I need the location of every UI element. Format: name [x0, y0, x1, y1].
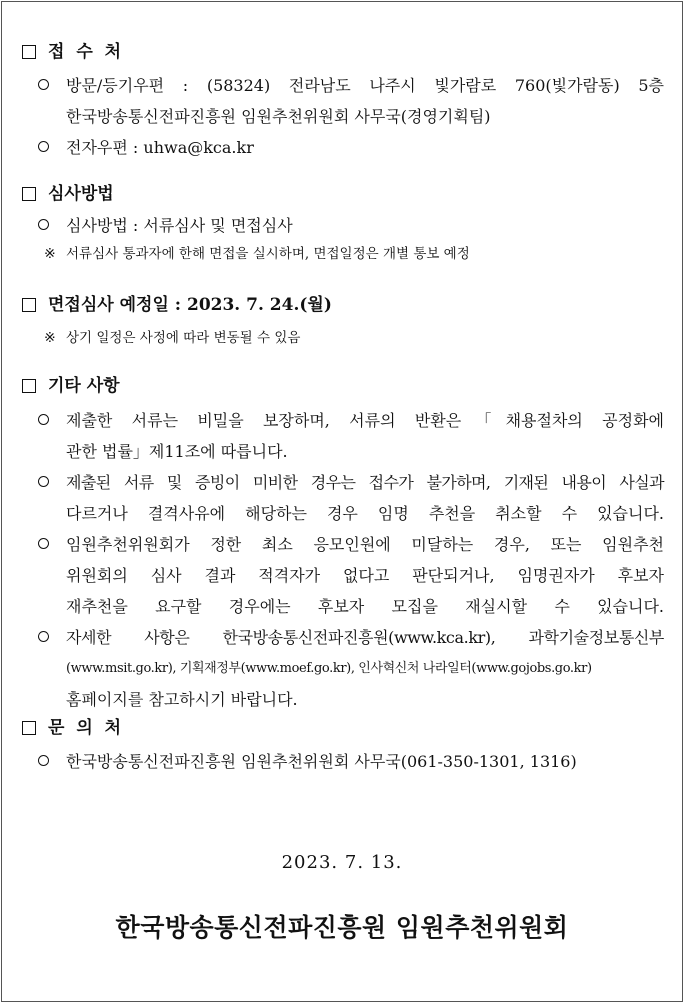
- reception-visit-item: [22, 70, 664, 132]
- inquiry-contact: 한국방송통신전파진흥원 임원추천위원회 사무국(061-350-1301, 1316): [66, 752, 577, 771]
- etc-item-4: [22, 622, 664, 715]
- inquiry-title: 문 의 처: [48, 718, 125, 738]
- bullet-circle-icon: [38, 414, 49, 425]
- reception-email: 전자우편 : uhwa@kca.kr: [66, 138, 254, 157]
- interview-heading: [22, 293, 664, 317]
- bullet-circle-icon: [38, 219, 49, 230]
- bullet-circle-icon: [38, 755, 49, 766]
- bullet-circle-icon: [38, 79, 49, 90]
- review-method-item: [22, 210, 664, 241]
- etc-item-1-line1: 제출한 서류는 비밀을 보장하며, 서류의 반환은「채용절차의 공정화에: [66, 411, 664, 430]
- section-checkbox-icon: [22, 187, 36, 201]
- inquiry-contact-item: [22, 746, 664, 777]
- reference-mark-icon: ※: [44, 246, 56, 262]
- reference-mark-icon: ※: [44, 330, 56, 346]
- bullet-circle-icon: [38, 631, 49, 642]
- interview-section: [22, 293, 664, 351]
- etc-title: 기타 사항: [48, 376, 120, 396]
- bullet-circle-icon: [38, 538, 49, 549]
- bullet-circle-icon: [38, 476, 49, 487]
- etc-item-2: [22, 467, 664, 529]
- document-page: [1, 1, 683, 1002]
- etc-item-4-line3: 홈페이지를 참고하시기 바랍니다.: [66, 690, 298, 709]
- section-checkbox-icon: [22, 721, 36, 735]
- reception-visit-line2: 한국방송통신전파진흥원 임원추천위원회 사무국(경영기획팀): [66, 107, 491, 126]
- section-checkbox-icon: [22, 298, 36, 312]
- review-note-text: 서류심사 통과자에 한해 면접을 실시하며, 면접일정은 개별 통보 예정: [66, 246, 470, 262]
- review-section: [22, 182, 664, 267]
- bullet-circle-icon: [38, 141, 49, 152]
- reception-heading: [22, 40, 664, 64]
- etc-item-3-line3: 재추천을 요구할 경우에는 후보자 모집을 재실시할 수 있습니다.: [66, 597, 664, 616]
- etc-item-3: [22, 529, 664, 622]
- etc-item-4-line2: (www.msit.go.kr), 기획재정부(www.moef.go.kr), 인사혁신처 나라일터(www.gojobs.go.kr): [66, 661, 592, 676]
- reception-title: 접 수 처: [48, 42, 125, 62]
- inquiry-section: [22, 716, 664, 777]
- etc-item-1-line2: 관한 법률」제11조에 따릅니다.: [66, 442, 288, 461]
- reception-email-item: [22, 132, 664, 163]
- interview-title: 면접심사 예정일 : 2023. 7. 24.(월): [48, 295, 332, 315]
- review-method: 심사방법 : 서류심사 및 면접심사: [66, 216, 293, 235]
- etc-section: [22, 374, 664, 715]
- inquiry-heading: [22, 716, 664, 740]
- etc-item-3-line2: 위원회의 심사 결과 적격자가 없다고 판단되거나, 임명권자가 후보자: [66, 566, 664, 585]
- interview-note-text: 상기 일정은 사정에 따라 변동될 수 있음: [66, 330, 301, 346]
- review-note: [22, 241, 664, 267]
- organization-name: 한국방송통신전파진흥원 임원추천위원회: [115, 913, 569, 942]
- etc-heading: [22, 374, 664, 398]
- reception-section: [22, 40, 664, 163]
- review-title: 심사방법: [48, 184, 114, 204]
- announcement-date: 2023. 7. 13.: [281, 852, 403, 873]
- section-checkbox-icon: [22, 379, 36, 393]
- review-heading: [22, 182, 664, 206]
- etc-item-2-line2: 다르거나 결격사유에 해당하는 경우 임명 추천을 취소할 수 있습니다.: [66, 504, 664, 523]
- interview-note: [22, 325, 664, 351]
- etc-item-4-line1: 자세한 사항은 한국방송통신전파진흥원(www.kca.kr), 과학기술정보통신부: [66, 628, 664, 647]
- reception-visit-line1: 방문/등기우편 : (58324) 전라남도 나주시 빛가람로 760(빛가람동) 5층: [66, 76, 664, 95]
- etc-item-2-line1: 제출된 서류 및 증빙이 미비한 경우는 접수가 불가하며, 기재된 내용이 사실과: [66, 473, 664, 492]
- etc-item-3-line1: 임원추천위원회가 정한 최소 응모인원에 미달하는 경우, 또는 임원추천: [66, 535, 664, 554]
- section-checkbox-icon: [22, 45, 36, 59]
- etc-item-1: [22, 405, 664, 467]
